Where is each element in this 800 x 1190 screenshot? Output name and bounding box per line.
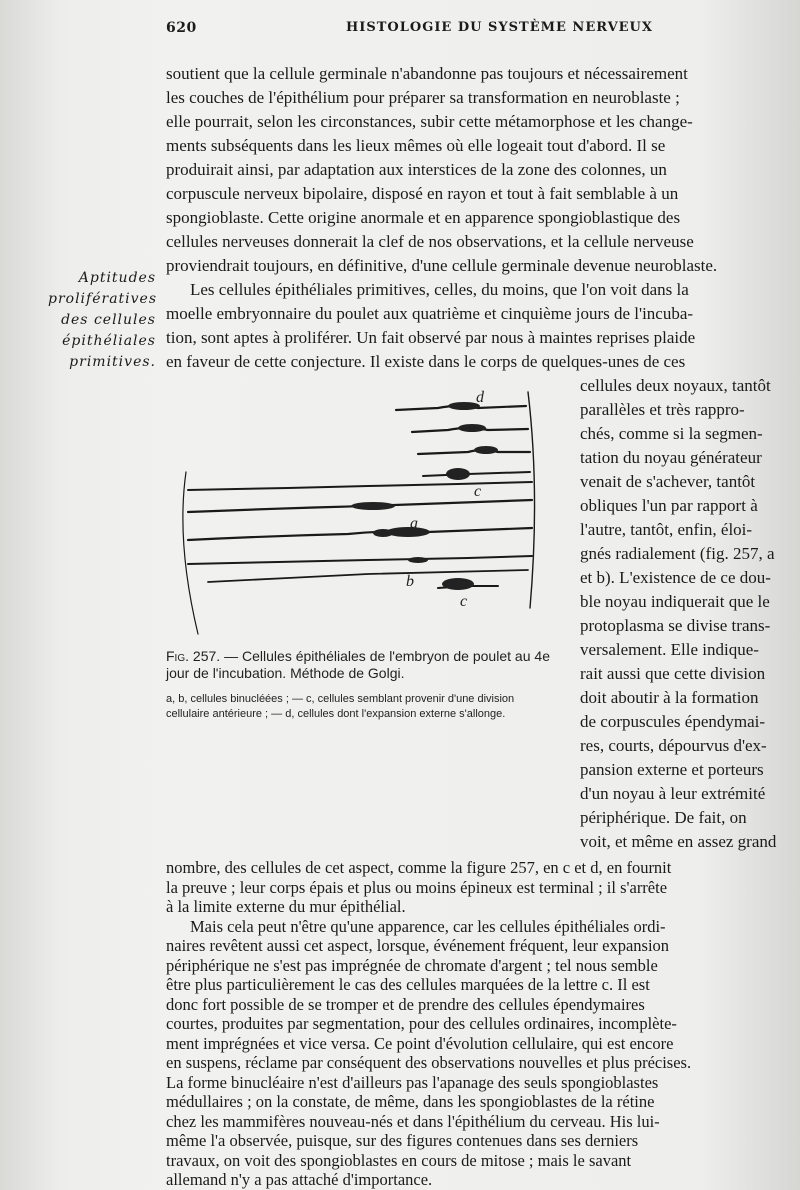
running-header <box>166 20 786 42</box>
margin-note-line: épithéliales <box>62 333 156 349</box>
text-line: parallèles et très rappro- <box>580 400 745 419</box>
figure-label-a: a <box>410 515 418 532</box>
caption-text: — Cellules épithéliales de l'embryon de poulet au 4e jour de l'incubation. Méthode de Golgi. <box>166 648 550 681</box>
text-line: La forme binucléaire n'est d'ailleurs pas l'apanage des seuls spongioblastes <box>166 1072 659 1092</box>
figure-label-c: c <box>460 593 468 610</box>
text-line: en suspens, réclame par conséquent des observations nouvelles et plus précises. <box>166 1053 692 1072</box>
text-line: chez les mammifères nouveau-nés et dans l'épithélium du cerveau. His lui- <box>166 1111 660 1131</box>
text-line: produirait ainsi, par adaptation aux interstices de la zone des colonnes, un <box>166 160 667 179</box>
text-line: et b). L'existence de ce dou- <box>580 568 771 587</box>
text-line: périphérique ne s'est pas imprégnée de chromate d'argent ; tel nous semble <box>166 955 658 975</box>
text-line: de corpuscules épendymai- <box>580 712 766 731</box>
figure-label-d: d <box>476 389 484 406</box>
text-line: rait aussi que cette division <box>580 664 766 683</box>
caption-main <box>166 648 550 682</box>
text-line: Les cellules épithéliales primitives, celles, du moins, que l'on voit dans la <box>190 280 689 299</box>
text-line: obliques l'un par rapport à <box>580 496 758 515</box>
figure-label-b: b <box>406 573 414 590</box>
figure-label-c: c <box>474 483 482 500</box>
margin-note-line: Aptitudes <box>78 270 156 286</box>
text-line: en faveur de cette conjecture. Il existe dans le corps de quelques-unes de ces <box>166 352 686 371</box>
text-line: cellules nerveuses donnerait la clef de nos observations, et la cellule nerveuse <box>166 232 694 251</box>
text-line: l'autre, tantôt, enfin, éloi- <box>580 520 753 539</box>
text-line: pansion externe et porteurs <box>580 760 764 779</box>
text-line: proviendrait toujours, en définitive, d'une cellule germinale devenue neuroblaste. <box>166 256 718 275</box>
text-line: travaux, on voit des spongioblastes en cours de mitose ; mais le savant <box>166 1150 632 1170</box>
caption-legend: a, b, cellules binucléées ; — c, cellules semblant provenir d'une division cellulaire antérieure ; — d, cellules dont l'expansion externe s'allonge. <box>166 693 515 720</box>
text-line: Mais cela peut n'être qu'une apparence, car les cellules épithéliales ordi- <box>190 916 666 936</box>
text-line: à la limite externe du mur épithélial. <box>166 897 406 916</box>
text-line: voit, et même en assez grand <box>580 832 777 851</box>
text-line: gnés radialement (fig. 257, a <box>580 544 775 563</box>
text-line: être plus particulièrement le cas des cellules marquées de la lettre c. Il est <box>166 975 650 994</box>
text-line: d'un noyau à leur extrémité <box>580 784 766 803</box>
text-line: protoplasma se divise trans- <box>580 616 771 635</box>
text-line: soutient que la cellule germinale n'abandonne pas toujours et nécessairement <box>166 64 688 83</box>
text-line: ments subséquents dans les lieux mêmes où elle logeait tout d'abord. Il se <box>166 136 666 155</box>
text-line: versalement. Elle indique- <box>580 640 759 659</box>
text-line: ble noyau indiquerait que le <box>580 592 770 611</box>
text-line: la preuve ; leur corps épais et plus ou moins épineux est terminal ; il s'arrête <box>166 877 668 897</box>
text-line: corpuscule nerveux bipolaire, disposé en rayon et tout à fait semblable à un <box>166 184 679 203</box>
text-line: même l'a observée, puisque, sur des figures contenues dans ses derniers <box>166 1131 639 1150</box>
text-line: courtes, produites par segmentation, pour des cellules ordinaires, incomplète- <box>166 1014 677 1033</box>
text-line: naires revêtent aussi cet aspect, lorsque, événement fréquent, leur expansion <box>166 936 670 955</box>
text-line: tion, sont aptes à proliférer. Un fait observé par nous à maintes reprises plaide <box>166 328 696 347</box>
text-line: elle pourrait, selon les circonstances, subir cette métamorphose et les change- <box>166 112 693 131</box>
margin-note-line: des cellules <box>61 312 156 328</box>
text-line: ment imprégnées et vice versa. Ce point d'évolution cellulaire, qui est encore <box>166 1033 674 1053</box>
text-line: donc fort possible de se tromper et de prendre des cellules épendymaires <box>166 994 645 1014</box>
text-line: res, courts, dépourvus d'ex- <box>580 736 767 755</box>
running-title: HISTOLOGIE DU SYSTÈME NERVEUX <box>346 20 653 35</box>
text-line: tation du noyau générateur <box>580 448 762 467</box>
text-line: nombre, des cellules de cet aspect, comme la figure 257, en c et d, en fournit <box>166 858 672 877</box>
text-line: médullaires ; on la constate, de même, dans les spongioblastes de la rétine <box>166 1092 655 1111</box>
figure-257-illustration <box>168 372 548 642</box>
figure-caption <box>166 648 550 722</box>
text-line: les couches de l'épithélium pour préparer sa transformation en neuroblaste ; <box>166 88 680 107</box>
text-line: allemand n'y a pas attaché d'importance. <box>166 1170 433 1189</box>
text-line: doit aboutir à la formation <box>580 688 759 707</box>
text-line: spongioblaste. Cette origine anormale et en apparence spongioblastique des <box>166 208 681 227</box>
margin-note-line: prolifératives <box>48 291 158 307</box>
text-line: cellules deux noyaux, tantôt <box>580 376 771 395</box>
margin-note-line: primitives. <box>69 354 156 370</box>
text-line: périphérique. De fait, on <box>580 808 747 827</box>
text-line: chés, comme si la segmen- <box>580 424 763 443</box>
text-line: venait de s'achever, tantôt <box>580 472 756 491</box>
caption-figure-label: Fig. 257. <box>166 648 221 664</box>
page-number: 620 <box>166 20 197 36</box>
cell-drawing <box>168 372 548 642</box>
text-line: moelle embryonnaire du poulet aux quatrième et cinquième jours de l'incuba- <box>166 304 694 323</box>
margin-note <box>48 268 156 373</box>
